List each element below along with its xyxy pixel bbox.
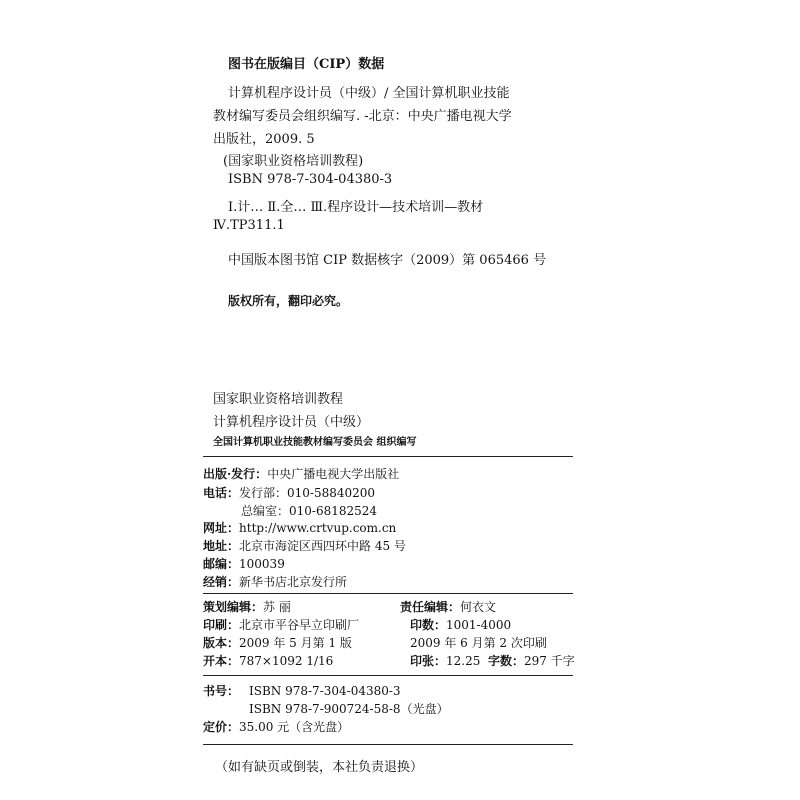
phone-row	[203, 484, 375, 501]
planner-value: 苏 丽	[263, 600, 291, 614]
price-row	[203, 718, 349, 735]
cip-line-7: Ⅳ.TP311.1	[213, 218, 285, 233]
planner-label: 策划编辑：	[203, 600, 264, 614]
price-value: 35.00 元（含光盘）	[239, 720, 350, 734]
cip-line-8: 中国版本图书馆 CIP 数据核字（2009）第 065466 号	[228, 253, 547, 268]
postcode-value: 100039	[239, 557, 285, 571]
editor-value: 何衣文	[460, 600, 497, 614]
address-label: 地址：	[203, 539, 240, 553]
phone-label: 电话：	[203, 486, 240, 500]
cip-line-2: 教材编写委员会组织编写. -北京：中央广播电视大学	[213, 109, 512, 124]
isbn-value-1: ISBN 978-7-304-04380-3	[249, 684, 401, 698]
edition-value: 2009 年 5 月第 1 版	[239, 636, 352, 650]
print-count-row	[410, 616, 511, 633]
price-label: 定价：	[203, 720, 240, 734]
isbn-row	[203, 682, 401, 699]
cip-line-4: (国家职业资格培训教程)	[223, 154, 364, 169]
publisher-value: 中央广播电视大学出版社	[267, 467, 400, 481]
format-value: 787×1092 1/16	[239, 654, 334, 668]
print-count-value: 1001-4000	[446, 618, 512, 632]
printer-label: 印刷：	[203, 618, 240, 632]
divider	[203, 675, 573, 676]
book-author: 全国计算机职业技能教材编写委员会 组织编写	[213, 437, 417, 448]
web-label: 网址：	[203, 521, 240, 535]
divider	[203, 593, 573, 594]
words-value: 297 千字	[524, 654, 575, 668]
distributor-row	[203, 573, 347, 590]
words-label: 字数：	[488, 654, 525, 668]
sheets-label: 印张：	[410, 654, 447, 668]
isbn-value-2: ISBN 978-7-900724-58-8（光盘）	[249, 702, 449, 716]
postcode-row	[203, 555, 285, 572]
address-value: 北京市海淀区西四环中路 45 号	[239, 539, 406, 553]
return-notice: （如有缺页或倒装，本社负责退换）	[215, 760, 424, 775]
web-row	[203, 519, 396, 536]
editor-label: 责任编辑：	[400, 600, 461, 614]
phone-value-1: 发行部：010-58840200	[239, 486, 376, 500]
publisher-label: 出版·发行：	[203, 467, 268, 481]
series-name: 国家职业资格培训教程	[213, 392, 344, 407]
cip-line-1: 计算机程序设计员（中级）/ 全国计算机职业技能	[228, 86, 510, 101]
isbn-label: 书号：	[203, 684, 240, 698]
cip-line-5: ISBN 978-7-304-04380-3	[228, 172, 393, 187]
planner-row	[203, 598, 291, 615]
book-title: 计算机程序设计员（中级）	[213, 415, 370, 430]
phone-value-2: 总编室：010-68182524	[241, 504, 378, 518]
web-value: http://www.crtvup.com.cn	[239, 521, 397, 535]
publisher-row	[203, 465, 399, 482]
distributor-value: 新华书店北京发行所	[239, 575, 348, 589]
address-row	[203, 537, 406, 554]
sheets-words-row	[410, 652, 575, 669]
print-date: 2009 年 6 月第 2 次印刷	[410, 636, 547, 650]
sheets-value: 12.25	[446, 654, 481, 668]
printer-value: 北京市平谷早立印刷厂	[239, 618, 360, 632]
rights-notice: 版权所有，翻印必究。	[228, 294, 349, 308]
format-row	[203, 652, 333, 669]
postcode-label: 邮编：	[203, 557, 240, 571]
edition-row	[203, 634, 352, 651]
divider	[203, 456, 573, 457]
distributor-label: 经销：	[203, 575, 240, 589]
printer-row	[203, 616, 359, 633]
cip-line-6: Ⅰ.计… Ⅱ.全… Ⅲ.程序设计—技术培训—教材	[228, 200, 484, 215]
cip-heading: 图书在版编目（CIP）数据	[228, 57, 385, 72]
divider	[203, 744, 573, 745]
cip-line-3: 出版社，2009. 5	[213, 132, 315, 147]
edition-label: 版本：	[203, 636, 240, 650]
format-label: 开本：	[203, 654, 240, 668]
print-count-label: 印数：	[410, 618, 447, 632]
editor-row	[400, 598, 496, 615]
